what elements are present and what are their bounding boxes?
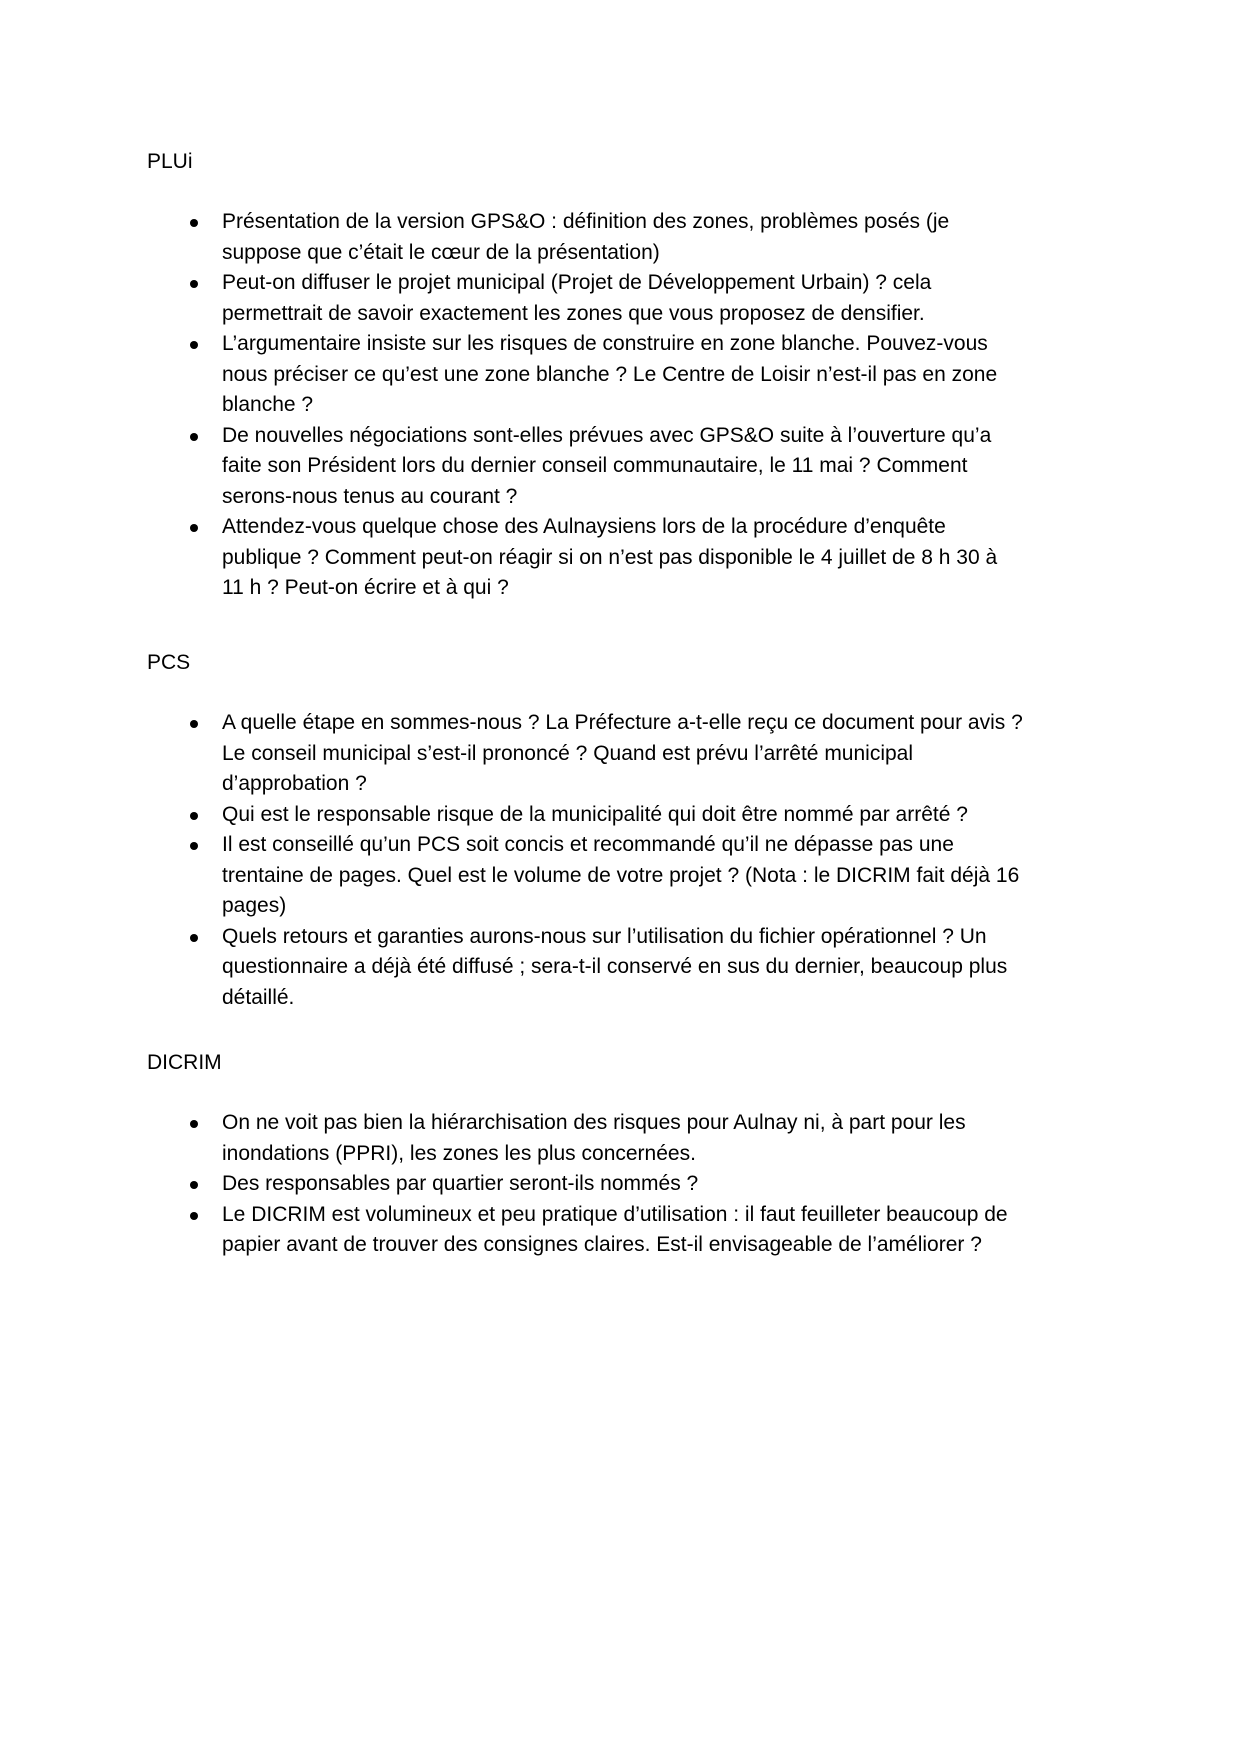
list-item: L’argumentaire insiste sur les risques de construire en zone blanche. Pouvez-vous nous préciser ce qu’est une zone blanche ? Le Centre de Loisir n’est-il pas en zone blanche ? xyxy=(0,329,1102,421)
bullet-icon xyxy=(190,280,198,288)
bullet-list xyxy=(0,1108,1102,1261)
bullet-icon xyxy=(190,341,198,349)
list-item: Attendez-vous quelque chose des Aulnaysiens lors de la procédure d’enquête publique ? Comment peut-on réagir si on n’est pas disponible le 4 juillet de 8 h 30 à 11 h ? Peut-on écrire et à qui ? xyxy=(0,512,1102,604)
bullet-icon xyxy=(190,433,198,441)
bullet-icon xyxy=(190,720,198,728)
bullet-icon xyxy=(190,524,198,532)
bullet-icon xyxy=(190,812,198,820)
bullet-icon xyxy=(190,842,198,850)
bullet-icon xyxy=(190,1212,198,1220)
bullet-icon xyxy=(190,219,198,227)
list-item: Le DICRIM est volumineux et peu pratique d’utilisation : il faut feuilleter beaucoup de papier avant de trouver des consignes claires. Est-il envisageable de l’améliorer ? xyxy=(0,1200,1102,1261)
bullet-icon xyxy=(190,1120,198,1128)
bullet-icon xyxy=(190,1181,198,1189)
list-item: De nouvelles négociations sont-elles prévues avec GPS&O suite à l’ouverture qu’a faite son Président lors du dernier conseil communautaire, le 11 mai ? Comment serons-nous tenus au courant ? xyxy=(0,421,1102,513)
list-item: On ne voit pas bien la hiérarchisation des risques pour Aulnay ni, à part pour les inondations (PPRI), les zones les plus concernées. xyxy=(0,1108,1102,1169)
section-heading: PCS xyxy=(147,651,191,674)
list-item: A quelle étape en sommes-nous ? La Préfecture a-t-elle reçu ce document pour avis ? Le conseil municipal s’est-il prononcé ? Quand est prévu l’arrêté municipal d’approbation ? xyxy=(0,708,1102,800)
list-item: Peut-on diffuser le projet municipal (Projet de Développement Urbain) ? cela permettrait de savoir exactement les zones que vous proposez de densifier. xyxy=(0,268,1102,329)
list-item: Qui est le responsable risque de la municipalité qui doit être nommé par arrêté ? xyxy=(0,800,1102,831)
list-item: Il est conseillé qu’un PCS soit concis et recommandé qu’il ne dépasse pas une trentaine de pages. Quel est le volume de votre projet ? (Nota : le DICRIM fait déjà 16 pages) xyxy=(0,830,1102,922)
section-heading: PLUi xyxy=(147,150,193,173)
list-item: Quels retours et garanties aurons-nous sur l’utilisation du fichier opérationnel ? Un questionnaire a déjà été diffusé ; sera-t-il conservé en sus du dernier, beaucoup plus détaillé. xyxy=(0,922,1102,1014)
section-heading: DICRIM xyxy=(147,1051,222,1074)
bullet-list xyxy=(0,207,1102,604)
list-item: Présentation de la version GPS&O : définition des zones, problèmes posés (je suppose que c’était le cœur de la présentation) xyxy=(0,207,1102,268)
bullet-icon xyxy=(190,934,198,942)
bullet-list xyxy=(0,708,1102,1013)
list-item: Des responsables par quartier seront-ils nommés ? xyxy=(0,1169,1102,1200)
